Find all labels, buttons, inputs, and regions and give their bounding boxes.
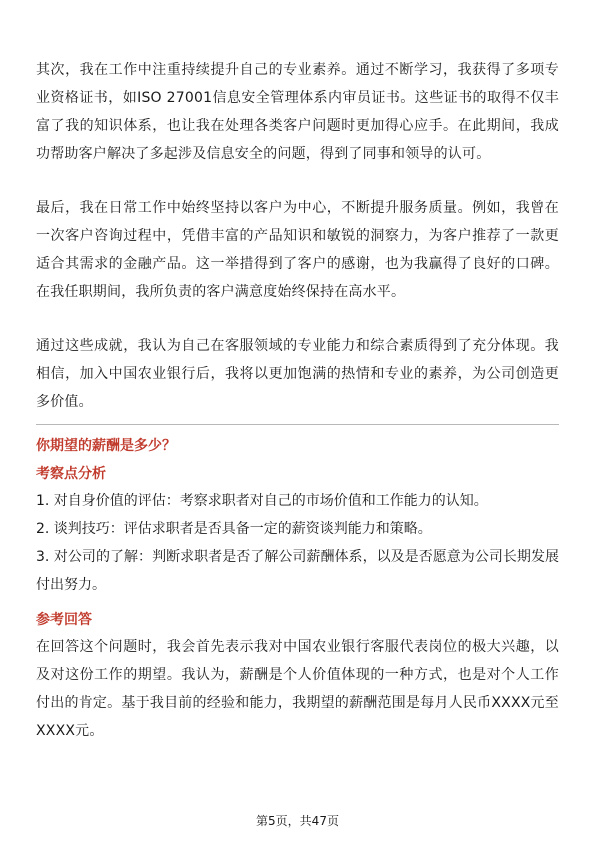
analysis-item: 3. 对公司的了解：判断求职者是否了解公司薪酬体系，以及是否愿意为公司长期发展付出努力。 <box>36 549 559 593</box>
document-body <box>36 56 559 745</box>
question-title: 你期望的薪酬是多少？ <box>36 438 176 454</box>
answer-heading: 参考回答 <box>36 612 92 628</box>
page-number: 第5页，共47页 <box>256 814 339 828</box>
paragraph-gap <box>36 168 559 194</box>
analysis-item: 1. 对自身价值的评估：考察求职者对自己的市场价值和工作能力的认知。 <box>36 493 488 509</box>
analysis-heading: 考察点分析 <box>36 466 106 482</box>
answer-text: 在回答这个问题时，我会首先表示我对中国农业银行客服代表岗位的极大兴趣，以及对这份工作的期望。我认为，薪酬是个人价值体现的一种方式，也是对个人工作付出的肯定。基于我目前的经验和能力，我期望的薪酬范围是每月人民币XXXX元至XXXX元。 <box>36 639 559 739</box>
paragraph-customer-focus: 最后，我在日常工作中始终坚持以客户为中心，不断提升服务质量。例如，我曾在一次客户咨询过程中，凭借丰富的产品知识和敏锐的洞察力，为客户推荐了一款更适合其需求的金融产品。这一举措得到了客户的感谢，也为我赢得了良好的口碑。在我任职期间，我所负责的客户满意度始终保持在高水平。 <box>36 200 559 300</box>
paragraph-conclusion: 通过这些成就，我认为自己在客服领域的专业能力和综合素质得到了充分体现。我相信，加入中国农业银行后，我将以更加饱满的热情和专业的素养，为公司创造更多价值。 <box>36 338 559 410</box>
analysis-item: 2. 谈判技巧：评估求职者是否具备一定的薪资谈判能力和策略。 <box>36 521 432 537</box>
paragraph-professional-growth: 其次，我在工作中注重持续提升自己的专业素养。通过不断学习，我获得了多项专业资格证书，如ISO 27001信息安全管理体系内审员证书。这些证书的取得不仅丰富了我的知识体系，也让我在处理各类客户问题时更加得心应手。在此期间，我成功帮助客户解决了多起涉及信息安全的问题，得到了同事和领导的认可。 <box>36 62 559 162</box>
paragraph-gap <box>36 306 559 332</box>
section-divider <box>36 424 559 425</box>
